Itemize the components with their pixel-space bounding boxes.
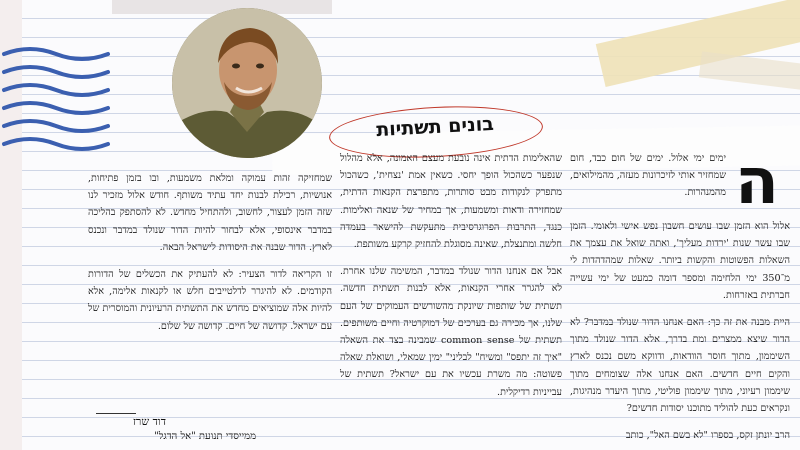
paragraph: אבל אם אנחנו הדור שנולד במדבר, המשימה שלנו אחרת. לא להגרר אחרי הקנאות, אלא לבנות תשתית חדשה. תשתית של שותפות שיונקת מהשורשים העמוקים של העם שלנו, אך מכירה גם בערכים של דמוקרטיה וחיים משותפים. תשתית של common sense שמבינה בצד את השאלה "איך זה יתפס" ומשיח" לבליני" ימין שמאלי, ושואלת שאלה פשוטה: מה משרת עכשיו את עם ישראל? תשתית של עבייניות רדיקלית. <box>340 266 562 398</box>
article-column-3 <box>88 170 332 335</box>
paragraph: ימים ימי אלול. ימים של חום כבד, חום שמחזיר אותי לזיכרונות מעזה, מהמילואים, מהמנהרות. <box>570 153 726 199</box>
paragraph: שהאלימות הדתית אינה נובעת מעצם האמונה, אלא מהלול שנפער כשהכול הופך יחסי. כשאין אמת 'נצחית', כשהכול מתפרק לנקודות מבט סותרות, מתפרצת הקנאות הדתית, שמחזירה ודאות ומשמעות, אך במחיר של שנאה ואלימות. כנגד, התרבות הפרוגרסיבית מתעקשת להישאר בעמדה חלשה ומתנצלת, שאינה מסוגלת להחזיק קרקע משותפת. <box>340 153 562 251</box>
paragraph: שמחזיקה זהות עמוקה ומלאת משמעות, ובו בזמן פתיחות, אנושיות, רכילת לבנות יחד עתיד משותף. חודש אלול מזכיר לנו שזה הזמן לעצור, לחשוב, ולהתחיל מחדש. לא להסתפק בהליכה במדבר אינסופי, אלא לבחור להיות הדור שנולד במדבר ונכנס לארץ. הדור שבנה את היסודות לישראל הבאה. <box>88 173 332 253</box>
paragraph: היית מבנה את זה כך: האם אנחנו הדור שנולד במדבר? לא הדור שיצא ממצרים ומת בדרך, אלא הדור שנולד מתוך השיממון, מתוך חוסר הוודאות, ודווקא משם נכנס לארץ והקים חיים חדשים. האם אנחנו אלה שצומחים מתוך שיממון רעיוני, מתוך שיממון פוליטי, מתוך היעדר מנהיגות, ונקראים כעת להוליד מתוכנו יסודות חדשים? <box>570 317 790 415</box>
article-title: בונים תשתיות <box>375 112 495 142</box>
article-column-1 <box>570 150 790 202</box>
author-role: ממייסדי תנועת "אל הדגל" <box>154 431 256 442</box>
article-column-1-continued <box>570 218 790 444</box>
drop-cap: ה <box>735 145 779 219</box>
paragraph: זו הקריאה לדור הצעיר: לא להעתיק את הכשלים של הדורות הקודמים. לא להיגרר לדלטייבים חלש או לקנאות אלימה, אלא להיות אלה שמוציאים מחדש את התשתית הרעיונית והמוסרית של עם ישראל. קדושה של חיים. קדושה של שלום. <box>88 269 332 332</box>
paragraph: אלול הוא הזמן שבו עושים חשבון נפש אישי ולאומי. הזמן שבו עשר שנות 'ירדות מעליך', ואתה שואל את עצמך את השאלות הפשוטות והקשות ביותר. שאלות שמהדהדות לי מ־350 ימי הלחימה ומספר דומה כמעט של ימי עשייה חברתית באזרחות. <box>570 221 790 301</box>
author-divider <box>96 413 136 414</box>
postmark-icon <box>0 40 110 170</box>
author-photo <box>172 8 322 158</box>
paragraph: הרב יונתן זקס, בספרו "לא בשם האל", כותב <box>625 430 790 442</box>
author-name: דוד שרז <box>132 415 166 428</box>
article-column-2 <box>340 150 562 401</box>
